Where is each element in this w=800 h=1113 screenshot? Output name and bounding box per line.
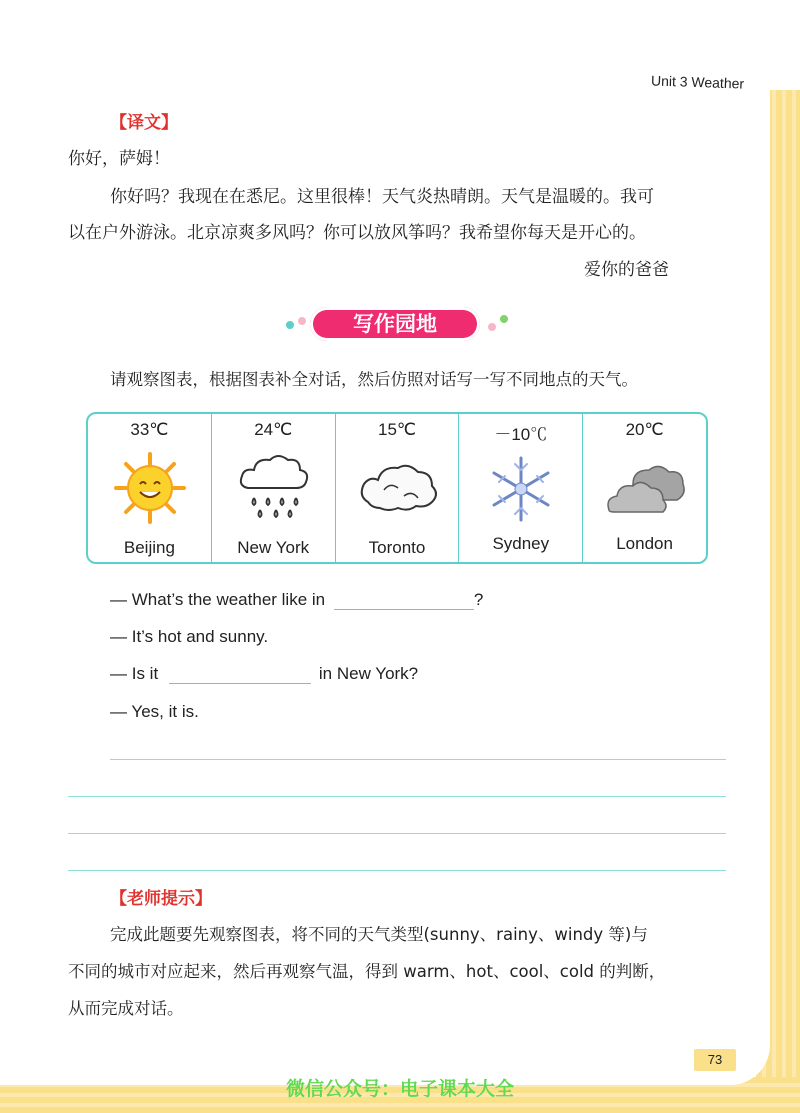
dialogue-line-3 xyxy=(110,664,418,684)
rain-cloud-icon xyxy=(234,450,314,526)
city-name: London xyxy=(616,534,673,553)
grey-clouds-icon xyxy=(605,450,685,526)
banner-dot xyxy=(488,323,496,331)
page-number: 73 xyxy=(694,1049,736,1071)
weather-cell-new-york xyxy=(212,414,336,562)
writing-line[interactable] xyxy=(110,759,726,760)
temperature: 33℃ xyxy=(130,420,169,439)
banner-dot xyxy=(286,321,294,329)
dialogue-line-4: — Yes, it is. xyxy=(110,702,199,721)
weather-cell-sydney xyxy=(459,414,583,562)
weather-cell-beijing xyxy=(88,414,212,562)
translation-greeting: 你好，萨姆！ xyxy=(68,149,170,169)
writing-line[interactable] xyxy=(68,796,726,797)
translation-body-line1: 你好吗？我现在在悉尼。这里很棒！天气炎热晴朗。天气是温暖的。我可 xyxy=(110,187,654,207)
banner-dot xyxy=(500,315,508,323)
teacher-tip-line3: 从而完成对话。 xyxy=(68,999,184,1018)
answer-blank-2[interactable] xyxy=(169,665,311,684)
writing-banner xyxy=(282,305,512,345)
weather-table xyxy=(86,412,708,564)
banner-dot xyxy=(298,317,306,325)
temperature: 24℃ xyxy=(254,420,293,439)
answer-blank-1[interactable] xyxy=(334,591,474,610)
dialogue-line-1 xyxy=(110,590,483,610)
watermark: 微信公众号：电子课本大全 xyxy=(285,1078,514,1100)
writing-line[interactable] xyxy=(68,833,726,834)
writing-instruction: 请观察图表，根据图表补全对话，然后仿照对话写一写不同地点的天气。 xyxy=(110,370,638,389)
city-name: Beijing xyxy=(123,538,175,557)
temperature: 20℃ xyxy=(625,420,664,439)
cloud-icon xyxy=(358,450,438,526)
writing-line[interactable] xyxy=(68,870,726,871)
translation-signature: 爱你的爸爸 xyxy=(584,260,669,280)
temperature: 15℃ xyxy=(377,420,416,439)
dialogue-line-1-end: ? xyxy=(473,590,484,609)
temperature: －10℃ xyxy=(494,425,548,444)
dialogue-line-3-end: in New York? xyxy=(318,664,419,683)
sun-icon xyxy=(110,450,190,526)
city-name: Toronto xyxy=(368,538,426,557)
writing-banner-title: 写作园地 xyxy=(310,307,480,341)
translation-label: 【译文】 xyxy=(110,113,178,133)
snowflake-icon xyxy=(481,450,561,526)
unit-header: Unit 3 Weather xyxy=(650,72,745,92)
teacher-tip-label: 【老师提示】 xyxy=(110,889,212,909)
city-name: Sydney xyxy=(492,534,550,553)
teacher-tip-line1: 完成此题要先观察图表，将不同的天气类型(sunny、rainy、windy 等)与 xyxy=(110,925,648,944)
dialogue-line-3-text: — Is it xyxy=(110,664,159,683)
dialogue-line-2: — It’s hot and sunny. xyxy=(110,627,269,646)
weather-cell-toronto xyxy=(336,414,460,562)
teacher-tip-line2: 不同的城市对应起来，然后再观察气温，得到 warm、hot、cool、cold 的判断， xyxy=(68,962,666,981)
dialogue-line-1-text: — What’s the weather like in xyxy=(110,590,326,609)
weather-cell-london xyxy=(583,414,706,562)
city-name: New York xyxy=(237,538,310,557)
translation-body-line2: 以在户外游泳。北京凉爽多风吗？你可以放风筝吗？我希望你每天是开心的。 xyxy=(68,223,646,243)
